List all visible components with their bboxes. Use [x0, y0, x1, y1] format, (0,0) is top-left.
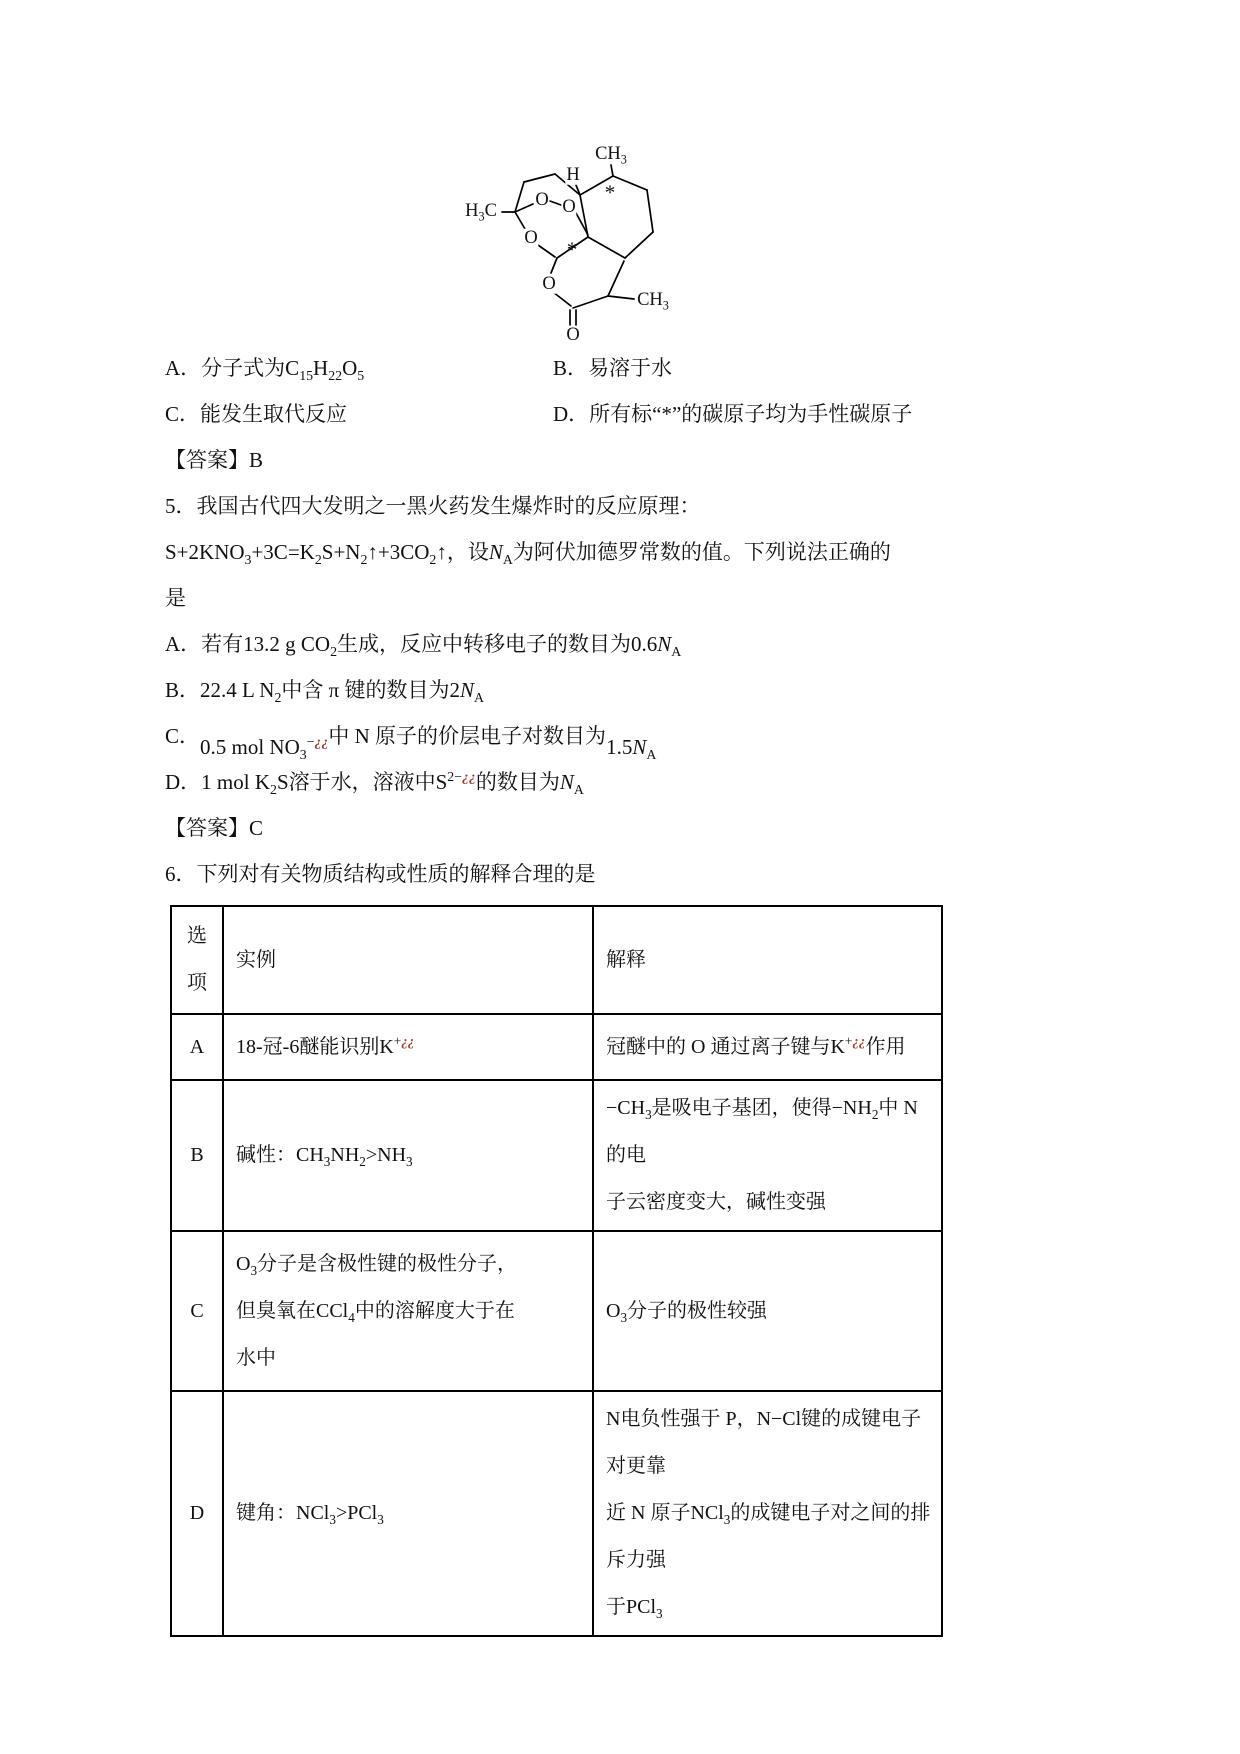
q5-option-c-label: C．	[165, 724, 201, 748]
molecule-label-h: H	[566, 164, 580, 185]
q6-header-option: 选 项	[171, 906, 223, 1014]
molecule-label-o-lactone: O	[542, 273, 556, 294]
q5-option-b: B．22.4 L $N_2$中含 π 键的数目为$2N_A$	[165, 678, 485, 706]
q5-stem: 5．我国古代四大发明之一黑火药发生爆炸时的反应原理：	[165, 494, 701, 518]
q6-row-d-example: 键角：NCl$_3$>PCl$_3$	[223, 1391, 593, 1636]
q4-options-row-2	[165, 391, 955, 437]
molecule-label-o-peroxide-2: O	[562, 196, 576, 217]
q6-stem: 6．下列对有关物质结构或性质的解释合理的是	[165, 862, 596, 886]
q6-table-row-c	[171, 1231, 942, 1391]
q4-option-b: B．易溶于水	[553, 356, 673, 380]
q5-option-c-middle: 中 N 原子的价层电子对数目为	[328, 724, 607, 748]
q6-row-c-explanation: $O_3$分子的极性较强	[593, 1231, 942, 1391]
molecule-label-ch3-bottom: $CH_3$	[637, 289, 669, 313]
q4-option-a: A．分子式为$C_{15}H_{22}O_5$	[165, 356, 365, 384]
molecule-label-ch3-top: $CH_3$	[595, 143, 627, 167]
q4-option-d: D．所有标“*”的碳原子均为手性碳原子	[553, 402, 913, 426]
q6-row-a-option: A	[171, 1014, 223, 1080]
question-content	[0, 345, 955, 1637]
molecule-chiral-star-2: *	[566, 237, 578, 262]
q6-row-b-example: 碱性：$CH_3NH_2>NH_3$	[223, 1080, 593, 1231]
molecule-label-o-ketal: O	[524, 227, 538, 248]
q4-options-row-1	[165, 345, 955, 391]
q6-row-b-explanation: $-CH_3$是吸电子基团，使得$-NH_2$中 N 的电 子云密度变大，碱性变强	[593, 1080, 942, 1231]
molecule-label-o-carbonyl: O	[566, 324, 580, 345]
q5-equation: $S+2KNO_3+3C=K_2S+N_2↑+3CO_2↑$，设$N_A$为阿伏加德罗常数的值。下列说法正确的	[165, 540, 891, 568]
q5-answer: 【答案】C	[165, 816, 264, 840]
q6-row-c-option: C	[171, 1231, 223, 1391]
q6-row-b-option: B	[171, 1080, 223, 1231]
q6-header-explanation: 解释	[593, 906, 942, 1014]
q6-header-example: 实例	[223, 906, 593, 1014]
q5-option-c	[165, 713, 955, 763]
q6-row-a-explanation: 冠醚中的 O 通过离子键与K+¿¿作用	[593, 1014, 942, 1080]
q6-row-d-explanation: N电负性强于 P，N−Cl键的成键电子对更靠 近 N 原子NCl$_3$的成键电子对之间的排斥力强 于PCl$_3$	[593, 1391, 942, 1636]
molecule-label-o-peroxide-1: O	[535, 189, 549, 210]
q6-table-row-b	[171, 1080, 942, 1231]
q6-table	[170, 905, 943, 1637]
q5-option-a: A．若有13.2 g $CO_2$生成，反应中转移电子的数目为$0.6N_A$	[165, 632, 682, 660]
q4-option-c: C．能发生取代反应	[165, 402, 348, 426]
molecule-chiral-star-1: *	[604, 180, 616, 205]
q5-stem-cont: 是	[165, 586, 186, 610]
q6-table-row-d	[171, 1391, 942, 1636]
q4-answer: 【答案】B	[165, 448, 264, 472]
q6-table-row-a	[171, 1014, 942, 1080]
q6-row-c-example: $O_3$分子是含极性键的极性分子， 但臭氧在CCl$_4$中的溶解度大于在 水中	[223, 1231, 593, 1391]
q6-row-a-example: 18-冠-6醚能识别K+¿¿	[223, 1014, 593, 1080]
molecule-structure	[445, 138, 715, 345]
q6-row-d-option: D	[171, 1391, 223, 1636]
q5-option-c-formula-2: $1.5N_A$	[606, 735, 657, 763]
molecule-label-h3c: $H_3C$	[465, 200, 497, 224]
q5-option-d: D．1 mol $K_2S$溶于水，溶液中$S^{2-¿¿}$的数目为$N_A$	[165, 769, 584, 798]
q5-option-c-formula-1: 0.5 mol $NO_3^{-¿¿}$	[200, 734, 329, 763]
q6-table-header-row	[171, 906, 942, 1014]
